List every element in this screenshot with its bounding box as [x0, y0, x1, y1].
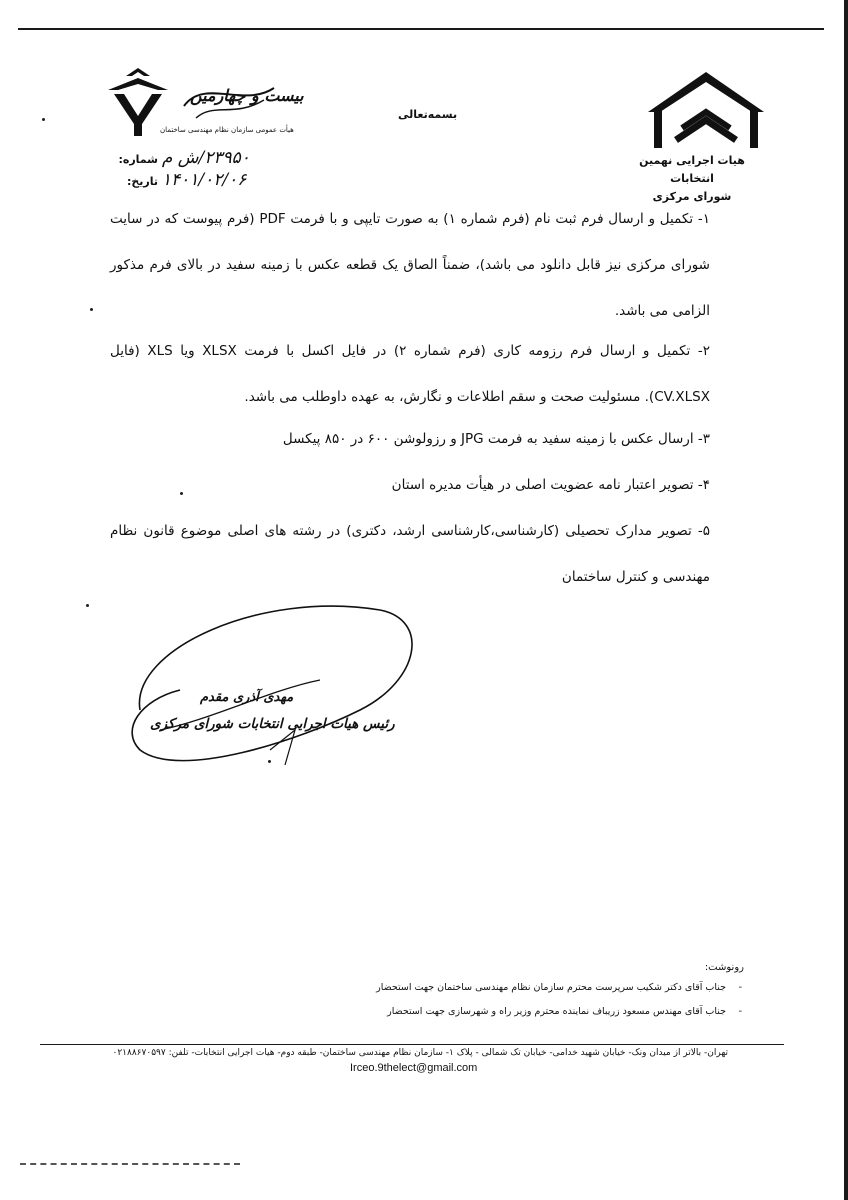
- bullet-dash: -: [738, 1006, 742, 1017]
- handwritten-signature: [120, 590, 420, 780]
- requirement-item-5: [110, 508, 710, 600]
- item-line: ۳- ارسال عکس با زمینه سفید به فرمت JPG و رزولوشن ۶۰۰ در ۸۵۰ پیکسل: [282, 431, 710, 447]
- requirement-item-2: [110, 328, 710, 420]
- item-line: ۲- تکمیل و ارسال فرم رزومه کاری (فرم شماره ۲) در فایل اکسل با فرمت XLSX ویا XLS (فایل: [110, 343, 710, 359]
- scan-speck: [86, 604, 89, 607]
- org-line-1: هیات اجرایی نهمین انتخابات: [639, 154, 745, 185]
- footer-address: تهران- بالاتر از میدان ونک- خیابان شهید خدامی- خیابان تک شمالی - پلاک ۱- سازمان نظام مهندسی ساختمان- طبقه دوم- هیات اجرایی انتخابات- تلفن: ۰۲۱۸۸۶۷۰۵۹۷: [112, 1048, 728, 1058]
- cc-recipient-text: جناب آقای مهندس مسعود زریباف نماینده محترم وزیر راه و شهرسازی جهت استحضار: [387, 1006, 726, 1017]
- left-logo-text: بیست و چهارمین: [190, 86, 304, 105]
- footer-email: Irceo.9thelect@gmail.com: [350, 1062, 478, 1074]
- letter-date: [112, 170, 246, 190]
- scan-speck: [90, 308, 93, 311]
- footer-rule: [40, 1044, 784, 1045]
- item-line: مهندسی و کنترل ساختمان: [561, 569, 710, 585]
- cc-heading: رونوشت:: [704, 962, 744, 973]
- signatory-name: مهدی آذری مقدم: [200, 690, 294, 705]
- scan-speck: [180, 492, 183, 495]
- letter-number-label: شماره:: [118, 153, 158, 166]
- letter-date-value: ۱۴۰۱/۰۲/۰۶: [161, 170, 247, 190]
- letter-date-label: تاریخ:: [126, 175, 158, 188]
- requirement-item-3: [110, 416, 710, 462]
- letter-number: [112, 148, 250, 168]
- requirement-item-1: [110, 196, 710, 334]
- bismillah: بسمه‌تعالی: [398, 108, 458, 121]
- scan-artifact: [20, 1163, 240, 1166]
- general-assembly-logo: [104, 68, 304, 148]
- item-line: ۱- تکمیل و ارسال فرم ثبت نام (فرم شماره ۱) به صورت تایپی و با فرمت PDF (فرم پیوست که در سایت: [110, 211, 711, 227]
- item-line: شورای مرکزی نیز قابل دانلود می باشد)، ضمناً الصاق یک قطعه عکس با زمینه سفید در بالای فرم مذکور: [110, 257, 710, 273]
- council-logo: [646, 70, 766, 150]
- cc-recipient: [387, 1006, 742, 1017]
- bullet-dash: -: [738, 982, 742, 993]
- scan-edge: [844, 0, 848, 1200]
- letter-number-value: ۲۳۹۵۰/ش م: [161, 148, 250, 168]
- item-line: ۵- تصویر مدارک تحصیلی (کارشناسی،کارشناسی ارشد، دکتری) در رشته های اصلی موضوع قانون نظام: [110, 523, 710, 539]
- item-line: ۴- تصویر اعتبار نامه عضویت اصلی در هیأت مدیره استان: [391, 477, 710, 493]
- scan-speck: [42, 118, 45, 121]
- header-rule: [18, 28, 824, 30]
- item-line: CV.XLSX). مسئولیت صحت و سقم اطلاعات و نگارش، به عهده داوطلب می باشد.: [244, 389, 710, 405]
- scan-speck: [268, 760, 271, 763]
- item-line: الزامی می باشد.: [614, 303, 710, 319]
- requirement-item-4: [110, 462, 710, 508]
- org-line-2: شورای مرکزی: [652, 190, 732, 203]
- cc-recipient-text: جناب آقای دکتر شکیب سرپرست محترم سازمان نظام مهندسی ساختمان جهت استحضار: [376, 982, 726, 993]
- signatory-title: رئیس هیات اجرایی انتخابات شورای مرکزی: [150, 716, 395, 732]
- cc-recipient: [376, 982, 742, 993]
- left-logo-subtext: هیأت عمومی سازمان نظام مهندسی ساختمان: [160, 126, 294, 134]
